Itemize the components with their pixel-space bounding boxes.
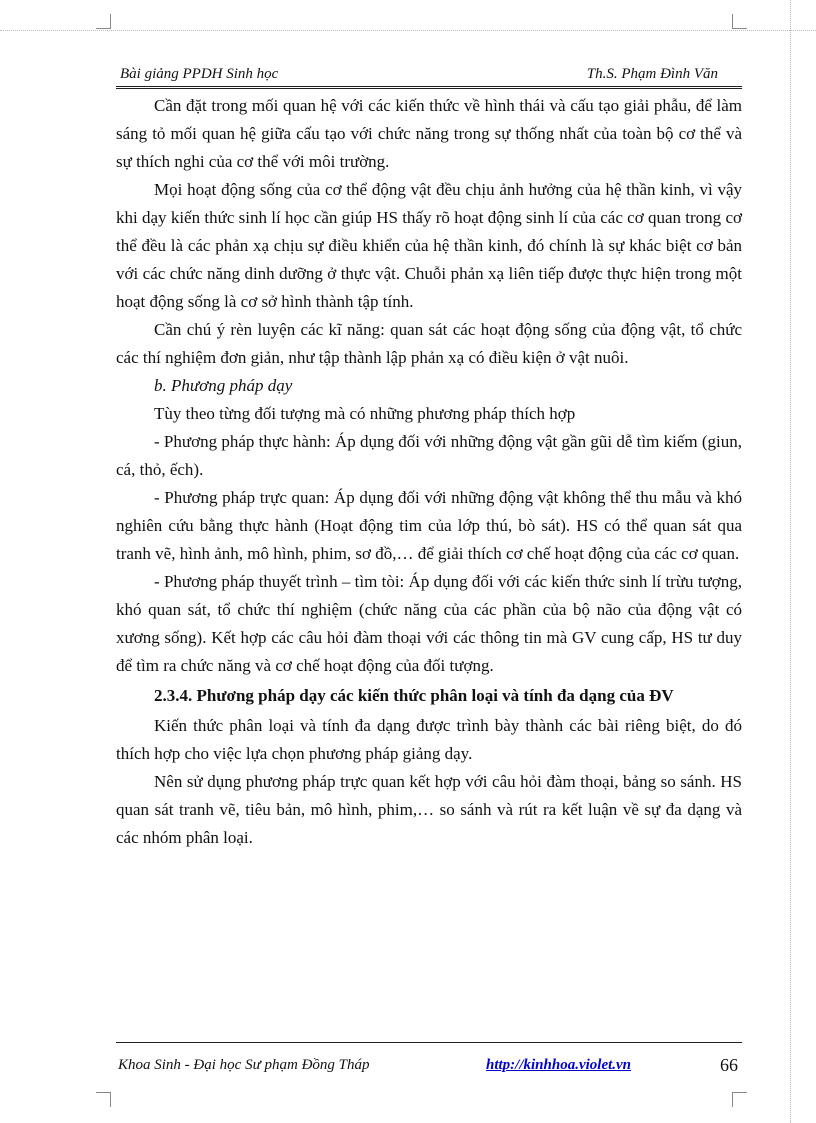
subsection-heading: b. Phương pháp dạy <box>154 376 293 395</box>
page-body <box>116 92 742 852</box>
paragraph: Mọi hoạt động sống của cơ thể động vật đều chịu ảnh hưởng của hệ thần kinh, vì vậy khi dạy kiến thức sinh lí học cần giúp HS thấy rõ hoạt động sinh lí của các cơ quan trong cơ thể đều là các phản xạ chịu sự điều khiển của hệ thần kinh, đó chính là sự khác biệt cơ bản với các chức năng dinh dưỡng ở thực vật. Chuỗi phản xạ liên tiếp được thực hiện trong một hoạt động sống là cơ sở hình thành tập tính. <box>116 180 742 311</box>
paragraph: Kiến thức phân loại và tính đa dạng được trình bày thành các bài riêng biệt, do đó thích hợp cho việc lựa chọn phương pháp giảng dạy. <box>116 716 742 763</box>
paragraph: Nên sử dụng phương pháp trực quan kết hợp với câu hỏi đàm thoại, bảng so sánh. HS quan sát tranh vẽ, tiêu bản, mô hình, phim,… so sánh và rút ra kết luận về sự đa dạng và các nhóm phân loại. <box>116 772 742 847</box>
paragraph: - Phương pháp thuyết trình – tìm tòi: Áp dụng đối với các kiến thức sinh lí trừu tượng, khó quan sát, tổ chức thí nghiệm (chức năng của các phần của bộ não của động vật có xương sống). Kết hợp các câu hỏi đàm thoại với các thông tin mà GV cung cấp, HS tư duy để tìm ra chức năng và cơ chế hoạt động của đối tượng. <box>116 572 742 675</box>
page-edge-right <box>790 0 791 1123</box>
page-footer <box>116 1042 742 1083</box>
corner-mark <box>96 1092 111 1107</box>
page-edge-top <box>0 30 816 31</box>
page-header <box>116 64 742 89</box>
header-author: Th.S. Phạm Đình Văn <box>586 66 718 82</box>
corner-mark <box>732 1092 747 1107</box>
corner-mark <box>96 14 111 29</box>
page-number: 66 <box>720 1055 738 1075</box>
paragraph: - Phương pháp thực hành: Áp dụng đối với những động vật gần gũi dễ tìm kiếm (giun, cá, thỏ, ếch). <box>116 432 742 479</box>
footer-institution: Khoa Sinh - Đại học Sư phạm Đồng Tháp <box>118 1057 370 1073</box>
paragraph: - Phương pháp trực quan: Áp dụng đối với những động vật không thể thu mẫu và khó nghiên cứu bằng thực hành (Hoạt động tim của lớp thú, bò sát). HS có thể quan sát qua tranh vẽ, hình ảnh, mô hình, phim, sơ đồ,… để giải thích cơ chế hoạt động của các cơ quan. <box>116 488 742 563</box>
corner-mark <box>732 14 747 29</box>
footer-website-link[interactable]: http://kinhhoa.violet.vn <box>486 1057 632 1073</box>
paragraph: Tùy theo từng đối tượng mà có những phương pháp thích hợp <box>154 404 576 423</box>
paragraph: Cần đặt trong mối quan hệ với các kiến thức về hình thái và cấu tạo giải phẫu, để làm sáng tỏ mối quan hệ giữa cấu tạo với chức năng trong sự thống nhất của toàn bộ cơ thể và sự thích nghi của cơ thể với môi trường. <box>116 96 742 171</box>
section-heading: 2.3.4. Phương pháp dạy các kiến thức phân loại và tính đa dạng của ĐV <box>154 686 674 705</box>
header-course-title: Bài giảng PPDH Sinh học <box>120 66 279 82</box>
paragraph: Cần chú ý rèn luyện các kĩ năng: quan sát các hoạt động sống của động vật, tổ chức các thí nghiệm đơn giản, như tập thành lập phản xạ có điều kiện ở vật nuôi. <box>116 320 742 367</box>
